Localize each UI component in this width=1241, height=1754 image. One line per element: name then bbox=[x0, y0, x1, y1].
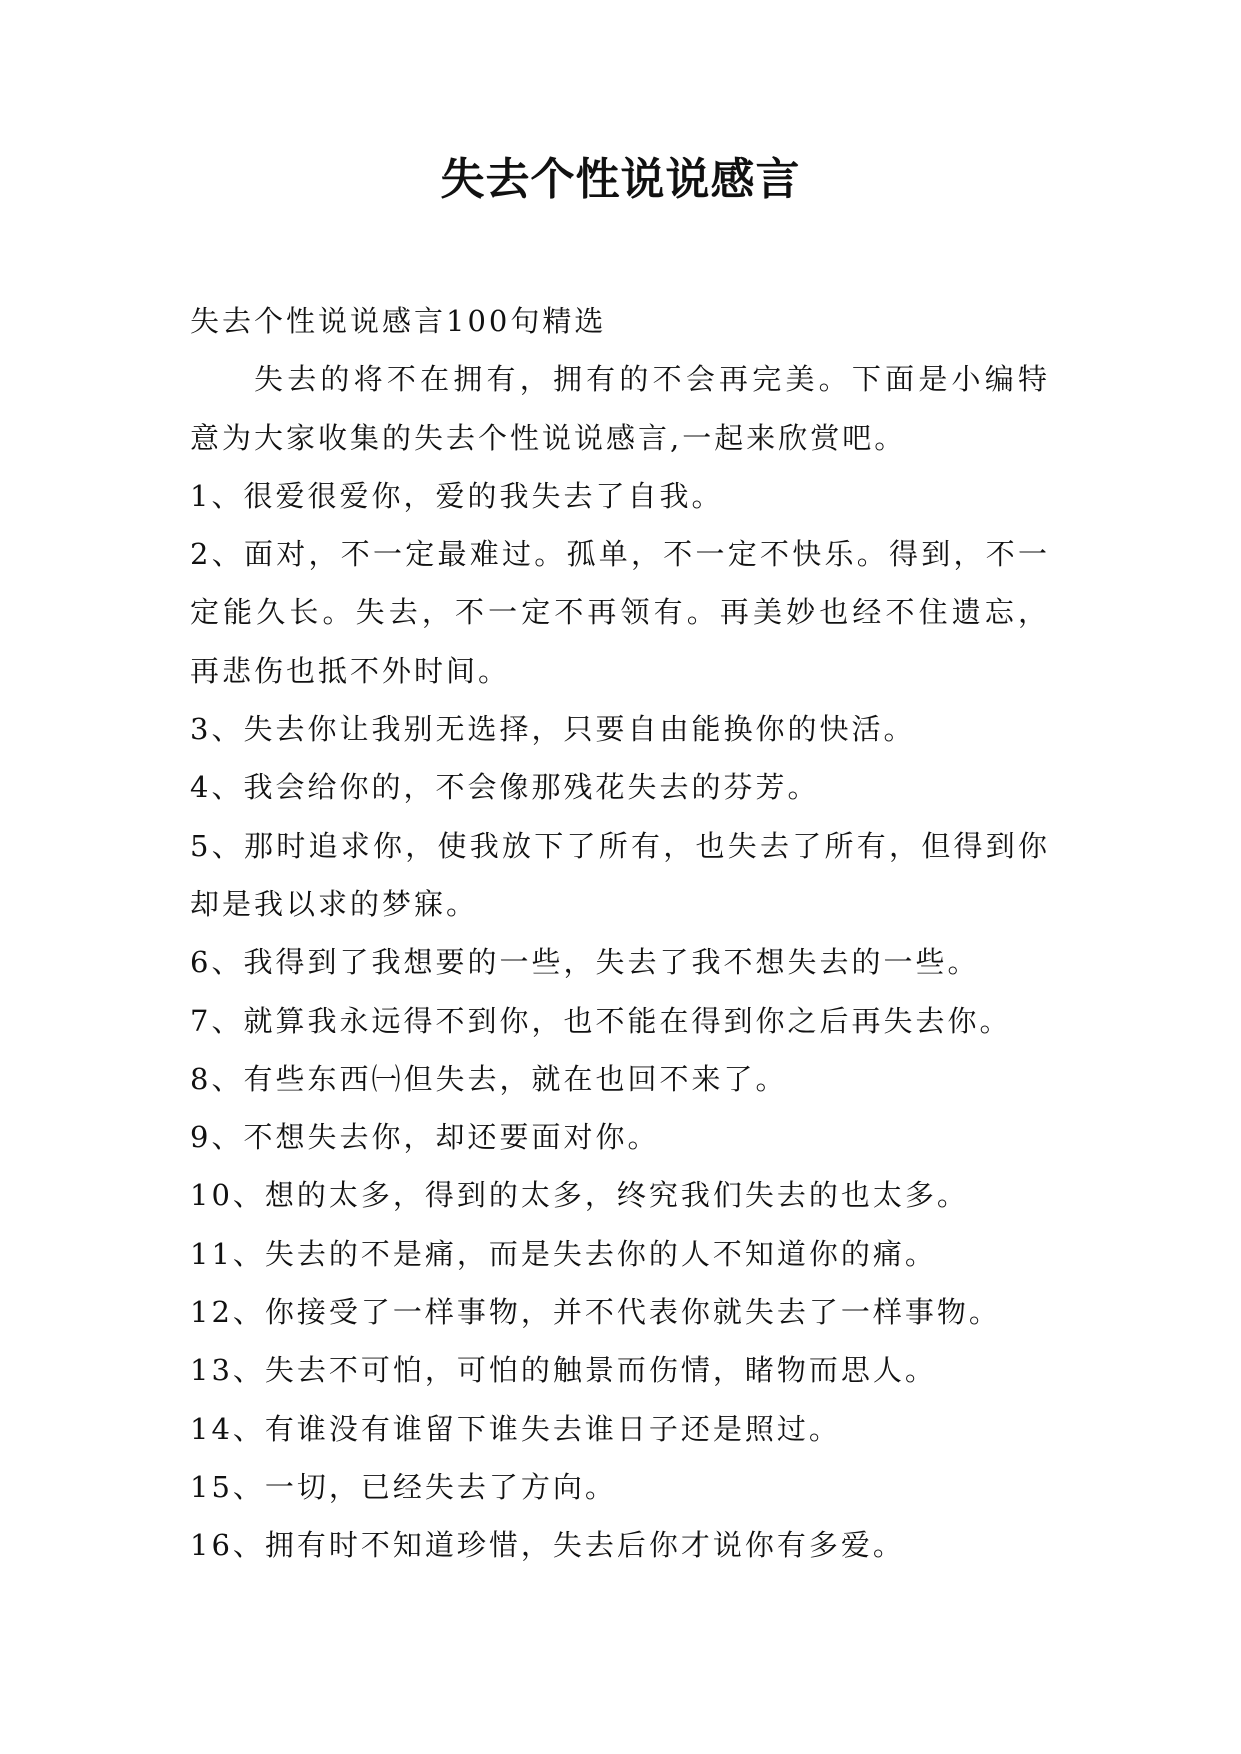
list-item: 4、我会给你的，不会像那残花失去的芬芳。 bbox=[190, 770, 820, 805]
page-title: 失去个性说说感言 bbox=[440, 154, 801, 205]
intro-paragraph: 失去的将不在拥有，拥有的不会再完美。下面是小编特意为大家收集的失去个性说说感言,一起来欣赏吧。 bbox=[190, 362, 1050, 455]
list-item: 16、拥有时不知道珍惜，失去后你才说你有多爱。 bbox=[190, 1528, 905, 1563]
list-item: 15、一切，已经失去了方向。 bbox=[190, 1469, 617, 1504]
list-item: 9、不想失去你，却还要面对你。 bbox=[190, 1120, 660, 1155]
document-subtitle: 失去个性说说感言100句精选 bbox=[190, 304, 607, 338]
list-item: 12、你接受了一样事物，并不代表你就失去了一样事物。 bbox=[190, 1295, 1001, 1330]
list-item: 11、失去的不是痛，而是失去你的人不知道你的痛。 bbox=[190, 1236, 937, 1271]
document-body bbox=[190, 292, 1050, 1575]
list-item: 7、就算我永远得不到你，也不能在得到你之后再失去你。 bbox=[190, 1003, 1012, 1038]
list-item: 10、想的太多，得到的太多，终究我们失去的也太多。 bbox=[190, 1178, 969, 1213]
list-item: 13、失去不可怕，可怕的触景而伤情，睹物而思人。 bbox=[190, 1353, 937, 1388]
list-item: 6、我得到了我想要的一些，失去了我不想失去的一些。 bbox=[190, 945, 980, 980]
list-item: 14、有谁没有谁留下谁失去谁日子还是照过。 bbox=[190, 1411, 841, 1446]
list-item: 1、很爱很爱你，爱的我失去了自我。 bbox=[190, 478, 724, 513]
list-item: 5、那时追求你，使我放下了所有，也失去了所有，但得到你却是我以求的梦寐。 bbox=[190, 828, 1050, 921]
list-item: 8、有些东西㈠但失去，就在也回不来了。 bbox=[190, 1061, 788, 1096]
list-item: 2、面对，不一定最难过。孤单，不一定不快乐。得到，不一定能久长。失去，不一定不再领有。再美妙也经不住遗忘，再悲伤也抵不外时间。 bbox=[190, 537, 1050, 688]
list-item: 3、失去你让我别无选择，只要自由能换你的快活。 bbox=[190, 712, 916, 747]
